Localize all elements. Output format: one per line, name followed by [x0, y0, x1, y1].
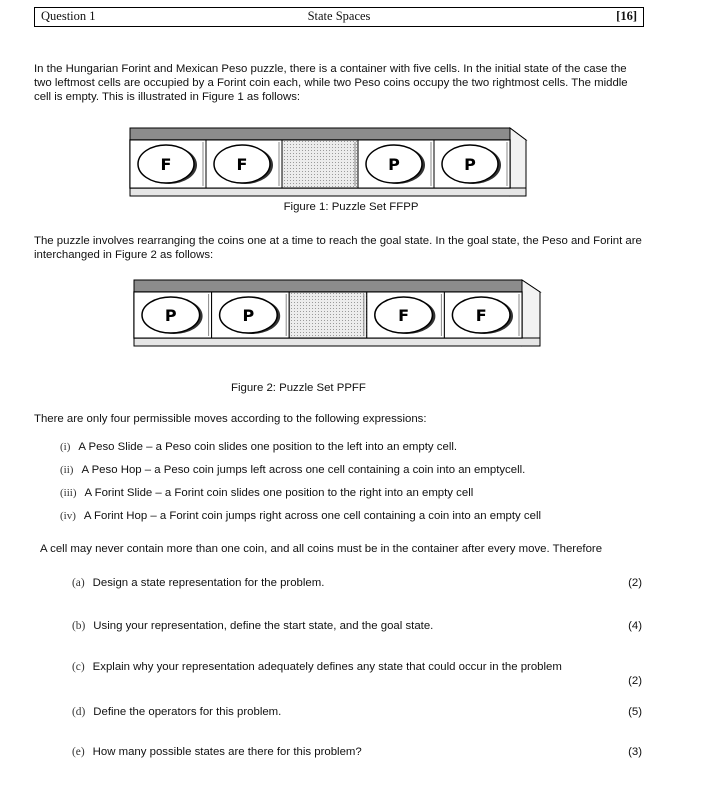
moves-intro: There are only four permissible moves according to the following expressions:: [34, 413, 427, 425]
coin-label: P: [464, 155, 476, 174]
part-marks: (2): [628, 675, 642, 687]
move-text: A Peso Hop – a Peso coin jumps left across one cell containing a coin into an emptycell.: [81, 464, 526, 476]
move-number: (iv): [60, 510, 76, 522]
part-text: Using your representation, define the start state, and the goal state.: [93, 620, 434, 632]
move-number: (iii): [60, 487, 77, 499]
move-item: [60, 487, 473, 499]
rule-paragraph: A cell may never contain more than one coin, and all coins must be in the container after every move. Therefore: [40, 543, 603, 555]
question-marks: [16]: [616, 9, 637, 23]
part-letter: (e): [72, 746, 85, 758]
move-item: [60, 510, 541, 522]
coin-label: P: [164, 306, 177, 325]
coin-label: F: [398, 306, 410, 325]
question-part: [72, 661, 642, 687]
part-letter: (b): [72, 620, 86, 632]
coin-label: F: [475, 306, 487, 325]
question-part: [72, 577, 642, 589]
move-item: [60, 441, 457, 453]
figure-1: [122, 126, 538, 205]
part-text: Explain why your representation adequately defines any state that could occur in the problem: [92, 661, 562, 673]
fig1-cell-3: [282, 140, 358, 188]
figure-2: [126, 278, 550, 355]
part-letter: (a): [72, 577, 85, 589]
part-marks: (2): [628, 577, 642, 589]
move-text: A Forint Hop – a Forint coin jumps right across one cell containing a coin into an empty cell: [83, 510, 542, 522]
move-number: (i): [60, 441, 71, 453]
part-text: How many possible states are there for this problem?: [92, 746, 362, 758]
move-item: [60, 464, 525, 476]
fig2-cell-3: [289, 292, 367, 338]
question-part: [72, 706, 642, 718]
figure-1-caption: Figure 1: Puzzle Set FFPP: [283, 201, 419, 213]
goal-paragraph: The puzzle involves rearranging the coins one at a time to reach the goal state. In the goal state, the Peso and Forint are interchanged in Figure 2 as follows:: [34, 235, 642, 261]
move-text: A Peso Slide – a Peso coin slides one position to the left into an empty cell.: [78, 441, 458, 453]
question-part: [72, 746, 642, 758]
coin-label: F: [160, 155, 172, 174]
part-letter: (c): [72, 661, 85, 673]
coin-label: P: [242, 306, 255, 325]
coin-label: P: [388, 155, 400, 174]
puzzle-container-ppff: [126, 278, 550, 350]
part-marks: (4): [628, 620, 642, 632]
part-text: Define the operators for this problem.: [93, 706, 282, 718]
question-header: [34, 7, 644, 27]
coin-label: F: [236, 155, 248, 174]
question-part: [72, 620, 642, 632]
figure-2-caption: Figure 2: Puzzle Set PPFF: [231, 382, 366, 394]
move-text: A Forint Slide – a Forint coin slides one position to the right into an empty cell: [84, 487, 474, 499]
part-text: Design a state representation for the problem.: [92, 577, 325, 589]
move-number: (ii): [60, 464, 74, 476]
puzzle-container-ffpp: [122, 126, 538, 200]
part-marks: (3): [628, 746, 642, 758]
part-letter: (d): [72, 706, 86, 718]
part-marks: (5): [628, 706, 642, 718]
intro-paragraph: In the Hungarian Forint and Mexican Peso puzzle, there is a container with five cells. In the initial state of the case the two leftmost cells are occupied by a Forint coin each, while two Peso coins occupy the two rightmost cells. The middle cell is empty. This is illustrated in Figure 1 as follows:: [34, 63, 628, 103]
question-topic: State Spaces: [307, 9, 371, 23]
question-number: Question 1: [41, 9, 96, 23]
